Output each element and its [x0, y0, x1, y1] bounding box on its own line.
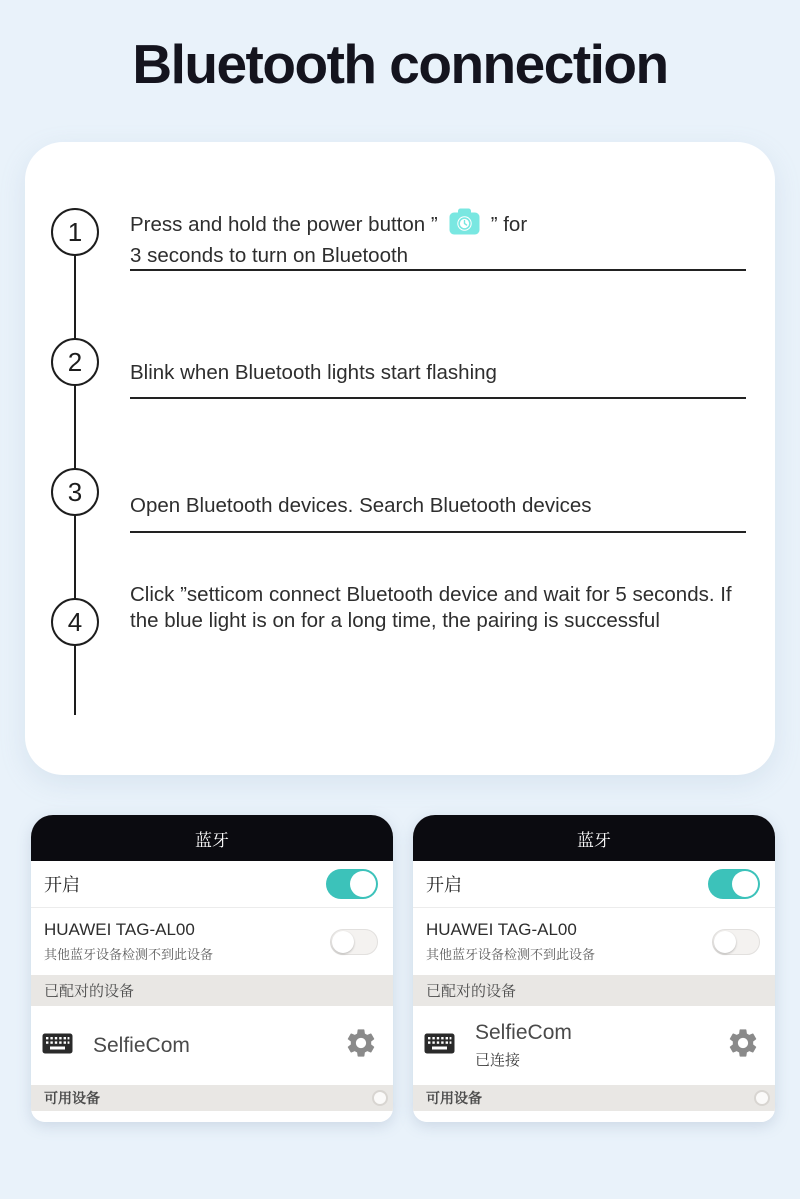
step-1-underline — [130, 269, 746, 271]
paired-devices-section-header — [31, 975, 393, 1006]
page-title: Bluetooth connection — [132, 33, 668, 95]
settings-gear-icon — [726, 1026, 760, 1065]
step-1-number — [51, 208, 99, 256]
loading-spinner-icon — [372, 1090, 388, 1106]
step-4-text: Click ”setticom connect Bluetooth device and wait for 5 seconds. If the blue light is on for a long time, the pairing is successful — [130, 583, 732, 632]
paired-devices-label: 已配对的设备 — [44, 983, 135, 1000]
local-device-desc: 其他蓝牙设备检测不到此设备 — [426, 947, 596, 962]
local-device-desc: 其他蓝牙设备检测不到此设备 — [44, 947, 214, 962]
phone-screenshot-searching — [31, 815, 393, 1122]
phone-bottom-edge — [31, 1111, 393, 1122]
bluetooth-power-row — [413, 861, 775, 908]
keyboard-icon — [42, 1033, 73, 1059]
loading-spinner-icon — [754, 1090, 770, 1106]
paired-device-row — [413, 1006, 775, 1085]
paired-device-status: 已连接 — [475, 1052, 521, 1069]
available-devices-label: 可用设备 — [426, 1090, 482, 1106]
step-2-number-label: 2 — [67, 346, 83, 377]
paired-device-info — [93, 1034, 190, 1058]
paired-devices-label: 已配对的设备 — [426, 983, 517, 1000]
camera-icon — [448, 207, 481, 243]
bluetooth-toggle-on — [708, 869, 760, 899]
step-1-text — [130, 207, 748, 269]
step-1-text-post: ” for — [490, 213, 528, 236]
step-3-underline — [130, 531, 746, 533]
bluetooth-header-label: 蓝牙 — [195, 830, 229, 850]
toggle-knob — [732, 871, 758, 897]
local-device-row — [413, 908, 775, 975]
visibility-toggle-off — [712, 929, 760, 955]
available-devices-section-header — [413, 1085, 775, 1111]
step-1-text-pre: Press and hold the power button ” — [130, 213, 438, 236]
step-4-number-label: 4 — [67, 606, 83, 637]
step-3-number — [51, 468, 99, 516]
bluetooth-header — [31, 815, 393, 861]
bluetooth-power-row — [31, 861, 393, 908]
local-device-row — [31, 908, 393, 975]
bluetooth-header-label: 蓝牙 — [577, 830, 611, 850]
step-4-number — [51, 598, 99, 646]
step-1-text-line2: 3 seconds to turn on Bluetooth — [130, 244, 409, 267]
paired-device-row — [31, 1006, 393, 1085]
bluetooth-toggle-on — [326, 869, 378, 899]
bluetooth-header — [413, 815, 775, 861]
bluetooth-power-label: 开启 — [44, 875, 80, 895]
paired-device-name: SelfieCom — [93, 1033, 190, 1057]
paired-device-info — [475, 1021, 572, 1070]
keyboard-icon — [424, 1033, 455, 1059]
available-devices-label: 可用设备 — [44, 1090, 100, 1106]
bluetooth-power-label: 开启 — [426, 875, 462, 895]
step-2-text: Blink when Bluetooth lights start flashing — [130, 361, 497, 384]
step-2-number — [51, 338, 99, 386]
visibility-toggle-off — [330, 929, 378, 955]
paired-device-name: SelfieCom — [475, 1021, 572, 1044]
toggle-knob — [332, 931, 354, 953]
phone-bottom-edge — [413, 1111, 775, 1122]
step-2-underline — [130, 397, 746, 399]
local-device-name: HUAWEI TAG-AL00 — [426, 920, 577, 939]
step-3-number-label: 3 — [67, 476, 83, 507]
paired-devices-section-header — [413, 975, 775, 1006]
local-device-info — [426, 920, 595, 963]
toggle-knob — [714, 931, 736, 953]
step-3-text: Open Bluetooth devices. Search Bluetooth devices — [130, 494, 592, 517]
step-1-number-label: 1 — [67, 216, 83, 247]
toggle-knob — [350, 871, 376, 897]
phone-screenshot-connected — [413, 815, 775, 1122]
local-device-name: HUAWEI TAG-AL00 — [44, 920, 195, 939]
local-device-info — [44, 920, 213, 963]
settings-gear-icon — [344, 1026, 378, 1065]
available-devices-section-header — [31, 1085, 393, 1111]
